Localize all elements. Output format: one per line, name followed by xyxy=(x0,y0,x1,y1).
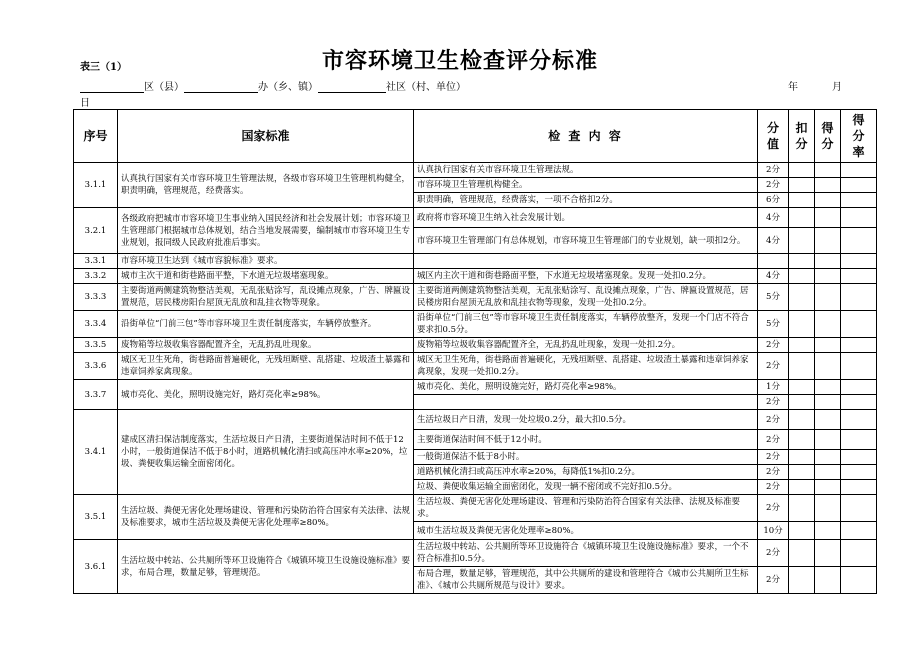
col-check: 检 查 内 容 xyxy=(414,110,758,163)
deduct-cell[interactable] xyxy=(789,380,815,395)
got-cell[interactable] xyxy=(815,178,841,193)
deduct-cell[interactable] xyxy=(789,228,815,254)
got-cell[interactable] xyxy=(815,193,841,208)
row-code: 3.3.2 xyxy=(74,269,118,284)
deduct-cell[interactable] xyxy=(789,522,815,540)
check-item: 垃圾、粪便收集运输全面密闭化，发现一辆不密闭或不完好扣0.5分。 xyxy=(414,480,758,495)
check-item: 主要街道保洁时间不低于12小时。 xyxy=(414,430,758,450)
rate-cell[interactable] xyxy=(841,208,877,228)
score-value: 2分 xyxy=(758,567,789,594)
day-label: 日 xyxy=(80,98,90,109)
col-standard: 国家标准 xyxy=(118,110,414,163)
row-code: 3.3.4 xyxy=(74,311,118,338)
table-row xyxy=(74,410,877,430)
check-item: 生活垃圾日产日清，发现一处垃圾0.2分，最大扣0.5分。 xyxy=(414,410,758,430)
score-value: 2分 xyxy=(758,450,789,465)
got-cell[interactable] xyxy=(815,338,841,353)
row-code: 3.6.1 xyxy=(74,540,118,594)
deduct-cell[interactable] xyxy=(789,540,815,567)
score-value: 5分 xyxy=(758,311,789,338)
got-cell[interactable] xyxy=(815,450,841,465)
table-row xyxy=(74,254,877,269)
score-value: 2分 xyxy=(758,410,789,430)
district-blank[interactable] xyxy=(80,82,144,93)
got-cell[interactable] xyxy=(815,380,841,395)
table-row xyxy=(74,353,877,380)
row-standard: 建成区清扫保洁制度落实，生活垃圾日产日清，主要街道保洁时间不低于12小时，一般街道保洁不低于8小时，道路机械化清扫或高压冲水率≥20%，垃圾、粪便收集运输全面密闭化。 xyxy=(118,410,414,495)
rate-cell[interactable] xyxy=(841,495,877,522)
row-standard: 各级政府把城市市容环境卫生事业纳入国民经济和社会发展计划；市容环境卫生管理部门根据城市总体规划，结合当地发展需要，编制城市市容环境卫生专业规划，报同级人民政府批准后事实。 xyxy=(118,208,414,254)
col-deduct xyxy=(789,110,815,163)
check-item: 市容环境卫生管理机构健全。 xyxy=(414,178,758,193)
row-standard: 认真执行国家有关市容环境卫生管理法规，各级市容环境卫生管理机构健全，职责明确，管理规范，经费落实。 xyxy=(118,163,414,208)
check-item: 主要街道两侧建筑物整洁美观，无乱张贴涂写、乱设摊点现象，广告、牌匾设置规范，居民楼房阳台屋顶无乱放和乱挂衣物等现象，发现一处扣0.2分。 xyxy=(414,284,758,311)
col-rate xyxy=(841,110,877,163)
row-standard: 生活垃圾中转站、公共厕所等环卫设施符合《城镇环境卫生设施设施标准》要求，布局合理，数量足够，管理规范。 xyxy=(118,540,414,594)
deduct-cell[interactable] xyxy=(789,163,815,178)
rate-cell[interactable] xyxy=(841,380,877,395)
table-number: 表三（1） xyxy=(80,62,127,73)
row-standard: 城市主次干道和街巷路面平整，下水道无垃圾堵塞现象。 xyxy=(118,269,414,284)
deduct-cell[interactable] xyxy=(789,254,815,269)
check-item: 职责明确，管理规范，经费落实，一项不合格扣2分。 xyxy=(414,193,758,208)
town-blank[interactable] xyxy=(184,82,258,93)
deduct-cell[interactable] xyxy=(789,465,815,480)
deduct-cell[interactable] xyxy=(789,495,815,522)
check-item: 市容环境卫生管理部门有总体规划，市容环境卫生管理部门的专业规划，缺一项扣2分。 xyxy=(414,228,758,254)
got-cell[interactable] xyxy=(815,284,841,311)
row-code: 3.3.5 xyxy=(74,338,118,353)
deduct-cell[interactable] xyxy=(789,284,815,311)
score-value: 2分 xyxy=(758,163,789,178)
community-blank[interactable] xyxy=(318,82,386,93)
col-score-label: 分值 xyxy=(766,121,779,151)
col-deduct-label: 扣分 xyxy=(795,121,808,151)
rate-cell[interactable] xyxy=(841,395,877,410)
got-cell[interactable] xyxy=(815,430,841,450)
score-value: 2分 xyxy=(758,465,789,480)
got-cell[interactable] xyxy=(815,353,841,380)
community-label: 社区（村、单位） xyxy=(386,82,466,93)
month-label: 月 xyxy=(832,82,842,93)
check-item: 城市亮化、美化，照明设施完好，路灯亮化率≥98%。 xyxy=(414,380,758,395)
deduct-cell[interactable] xyxy=(789,193,815,208)
rate-cell[interactable] xyxy=(841,193,877,208)
rate-cell[interactable] xyxy=(841,269,877,284)
check-item: 政府将市容环境卫生纳入社会发展计划。 xyxy=(414,208,758,228)
col-got-label: 得分 xyxy=(821,121,834,151)
rate-cell[interactable] xyxy=(841,353,877,380)
score-value: 2分 xyxy=(758,353,789,380)
row-code: 3.3.1 xyxy=(74,254,118,269)
check-item: 认真执行国家有关市容环境卫生管理法规。 xyxy=(414,163,758,178)
rate-cell[interactable] xyxy=(841,540,877,567)
rate-cell[interactable] xyxy=(841,522,877,540)
score-value: 1分 xyxy=(758,380,789,395)
inspection-score-table xyxy=(73,109,877,594)
got-cell[interactable] xyxy=(815,395,841,410)
table-row xyxy=(74,269,877,284)
score-value: 2分 xyxy=(758,178,789,193)
col-rate-label: 得分率 xyxy=(852,113,865,159)
col-seq: 序号 xyxy=(74,110,118,163)
table-row xyxy=(74,540,877,567)
row-code: 3.4.1 xyxy=(74,410,118,495)
got-cell[interactable] xyxy=(815,269,841,284)
row-code: 3.1.1 xyxy=(74,163,118,208)
deduct-cell[interactable] xyxy=(789,208,815,228)
row-standard: 主要街道两侧建筑物整洁美观，无乱张贴涂写，乱设摊点现象，广告、牌匾设置规范，居民楼房阳台屋顶无乱放和乱挂衣物等现象。 xyxy=(118,284,414,311)
row-standard: 沿街单位“门前三包”等市容环境卫生责任制度落实，车辆停放整齐。 xyxy=(118,311,414,338)
score-value: 2分 xyxy=(758,495,789,522)
check-item xyxy=(414,254,758,269)
location-fill-line xyxy=(80,78,870,93)
check-item: 城区内主次干道和街巷路面平整，下水道无垃圾堵塞现象。发现一处扣0.2分。 xyxy=(414,269,758,284)
row-code: 3.2.1 xyxy=(74,208,118,254)
got-cell[interactable] xyxy=(815,410,841,430)
table-row xyxy=(74,380,877,395)
table-row xyxy=(74,311,877,338)
row-standard: 城区无卫生死角，街巷路面普遍硬化，无残垣断壁、乱搭建、垃圾渣土暴露和违章饲养家禽现象。 xyxy=(118,353,414,380)
got-cell[interactable] xyxy=(815,228,841,254)
row-standard: 市容环境卫生达到《城市容貌标准》要求。 xyxy=(118,254,414,269)
score-value: 4分 xyxy=(758,228,789,254)
table-row xyxy=(74,163,877,178)
rate-cell[interactable] xyxy=(841,465,877,480)
got-cell[interactable] xyxy=(815,465,841,480)
deduct-cell[interactable] xyxy=(789,311,815,338)
deduct-cell[interactable] xyxy=(789,395,815,410)
score-value: 4分 xyxy=(758,269,789,284)
deduct-cell[interactable] xyxy=(789,450,815,465)
got-cell[interactable] xyxy=(815,567,841,594)
rate-cell[interactable] xyxy=(841,284,877,311)
rate-cell[interactable] xyxy=(841,178,877,193)
deduct-cell[interactable] xyxy=(789,480,815,495)
score-value: 5分 xyxy=(758,284,789,311)
check-item: 城市生活垃圾及粪便无害化处理率≥80%。 xyxy=(414,522,758,540)
check-item: 废物箱等垃圾收集容器配置齐全，无乱扔乱吐现象，发现一处扣.2分。 xyxy=(414,338,758,353)
rate-cell[interactable] xyxy=(841,480,877,495)
table-header-row xyxy=(74,110,877,163)
table-row xyxy=(74,284,877,311)
table-row xyxy=(74,208,877,228)
check-item: 沿街单位“门前三包”等市容环境卫生责任制度落实，车辆停放整齐，发现一个门店不符合要求扣0.5分。 xyxy=(414,311,758,338)
check-item: 城区无卫生死角，街巷路面普遍硬化，无残垣断壁、乱搭建、垃圾渣土暴露和违章饲养家禽现象，发现一处扣0.2分。 xyxy=(414,353,758,380)
col-score xyxy=(758,110,789,163)
rate-cell[interactable] xyxy=(841,254,877,269)
col-got xyxy=(815,110,841,163)
check-item xyxy=(414,395,758,410)
row-standard: 废物箱等垃圾收集容器配置齐全，无乱扔乱吐现象。 xyxy=(118,338,414,353)
rate-cell[interactable] xyxy=(841,410,877,430)
row-standard: 城市亮化、美化，照明设施完好，路灯亮化率≥98%。 xyxy=(118,380,414,410)
score-value: 2分 xyxy=(758,430,789,450)
district-label: 区（县） xyxy=(144,82,184,93)
deduct-cell[interactable] xyxy=(789,338,815,353)
check-item: 生活垃圾中转站、公共厕所等环卫设施符合《城镇环境卫生设施设施标准》要求，一个不符合标准扣0.5分。 xyxy=(414,540,758,567)
row-code: 3.3.6 xyxy=(74,353,118,380)
score-value: 2分 xyxy=(758,480,789,495)
got-cell[interactable] xyxy=(815,311,841,338)
page-title: 市容环境卫生检查评分标准 xyxy=(321,48,598,74)
row-code: 3.3.7 xyxy=(74,380,118,410)
score-value: 10分 xyxy=(758,522,789,540)
row-code: 3.5.1 xyxy=(74,495,118,540)
deduct-cell[interactable] xyxy=(789,430,815,450)
rate-cell[interactable] xyxy=(841,567,877,594)
check-item: 道路机械化清扫或高压冲水率≥20%，每降低1%扣0.2分。 xyxy=(414,465,758,480)
rate-cell[interactable] xyxy=(841,430,877,450)
deduct-cell[interactable] xyxy=(789,410,815,430)
score-value: 2分 xyxy=(758,395,789,410)
score-value: 2分 xyxy=(758,540,789,567)
deduct-cell[interactable] xyxy=(789,269,815,284)
town-label: 办（乡、镇） xyxy=(258,82,318,93)
deduct-cell[interactable] xyxy=(789,567,815,594)
score-value: 6分 xyxy=(758,193,789,208)
deduct-cell[interactable] xyxy=(789,353,815,380)
deduct-cell[interactable] xyxy=(789,178,815,193)
got-cell[interactable] xyxy=(815,480,841,495)
got-cell[interactable] xyxy=(815,540,841,567)
rate-cell[interactable] xyxy=(841,311,877,338)
rate-cell[interactable] xyxy=(841,228,877,254)
row-standard: 生活垃圾、粪便无害化处理场建设、管理和污染防治符合国家有关法律、法规及标准要求，城市生活垃圾及粪便无害化处理率≥80%。 xyxy=(118,495,414,540)
check-item: 布局合理，数量足够，管理规范，其中公共厕所的建设和管理符合《城市公共厕所卫生标准》、《城市公共厕所规范与设计》要求。 xyxy=(414,567,758,594)
score-value: 4分 xyxy=(758,208,789,228)
got-cell[interactable] xyxy=(815,163,841,178)
got-cell[interactable] xyxy=(815,522,841,540)
check-item: 生活垃圾、粪便无害化处理场建设、管理和污染防治符合国家有关法律、法规及标准要求。 xyxy=(414,495,758,522)
score-value: 2分 xyxy=(758,338,789,353)
check-item: 一般街道保洁不低于8小时。 xyxy=(414,450,758,465)
year-label: 年 xyxy=(788,82,798,93)
got-cell[interactable] xyxy=(815,495,841,522)
row-code: 3.3.3 xyxy=(74,284,118,311)
table-row xyxy=(74,338,877,353)
rate-cell[interactable] xyxy=(841,163,877,178)
table-row xyxy=(74,495,877,522)
rate-cell[interactable] xyxy=(841,338,877,353)
got-cell[interactable] xyxy=(815,254,841,269)
rate-cell[interactable] xyxy=(841,450,877,465)
score-value xyxy=(758,254,789,269)
got-cell[interactable] xyxy=(815,208,841,228)
